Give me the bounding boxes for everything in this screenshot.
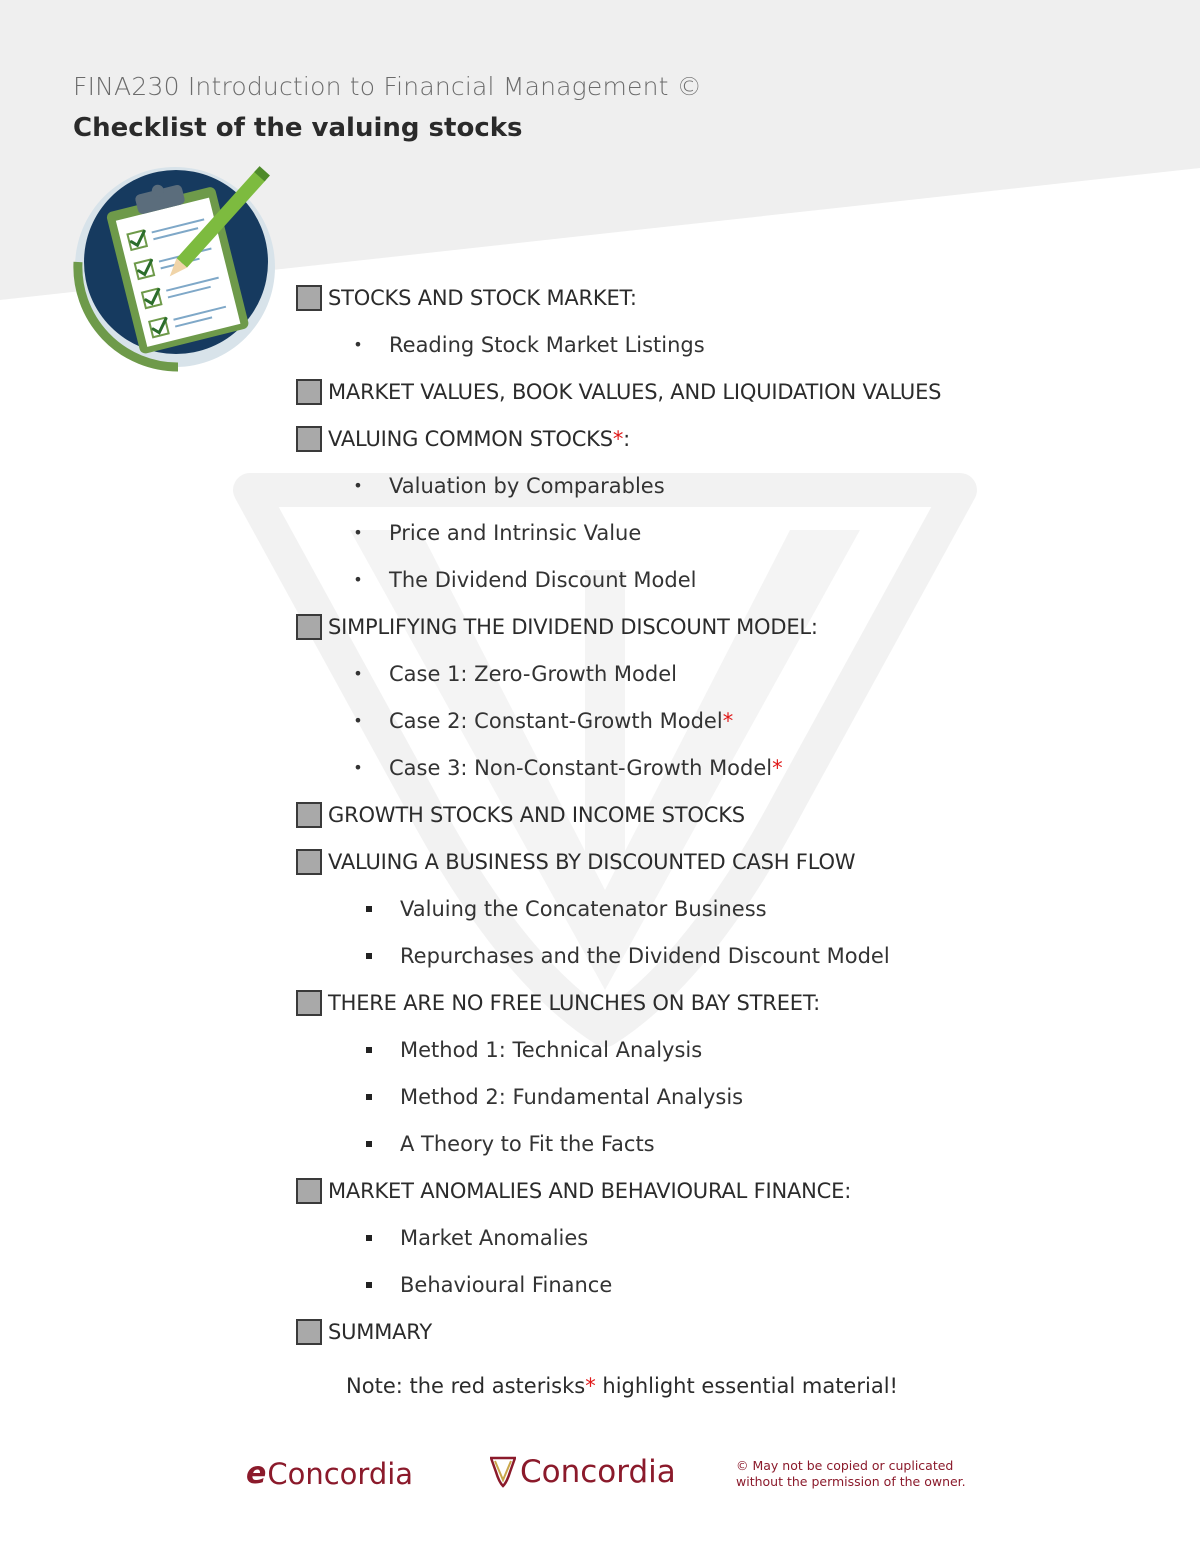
section-label-suffix: :: [623, 426, 631, 451]
checklist-section: [296, 274, 1156, 321]
round-bullet-icon: •: [353, 711, 363, 730]
concordia-wordmark: Concordia: [520, 1454, 676, 1490]
checklist-item: [296, 1026, 1156, 1073]
checklist-section: [296, 791, 1156, 838]
note: [0, 1374, 1200, 1398]
checklist-section: [296, 603, 1156, 650]
copyright-notice: [736, 1458, 966, 1490]
clipboard-checklist-icon: [70, 162, 280, 372]
copyright-line-2: without the permission of the owner.: [736, 1474, 966, 1489]
square-bullet-icon: [364, 1141, 374, 1147]
checklist-section: [296, 1167, 1156, 1214]
section-label: MARKET VALUES, BOOK VALUES, AND LIQUIDATION VALUES: [328, 379, 942, 404]
section-label: MARKET ANOMALIES AND BEHAVIOURAL FINANCE:: [328, 1178, 852, 1203]
item-label: Valuing the Concatenator Business: [400, 896, 767, 921]
checklist-section: [296, 368, 1156, 415]
essential-asterisk: *: [772, 755, 783, 780]
checklist: [296, 274, 1156, 1355]
checkbox-icon[interactable]: [296, 426, 322, 452]
essential-asterisk: *: [722, 708, 734, 733]
section-label: THERE ARE NO FREE LUNCHES ON BAY STREET:: [328, 990, 821, 1015]
section-label: SUMMARY: [328, 1319, 432, 1344]
checklist-section: [296, 838, 1156, 885]
essential-asterisk: *: [612, 426, 624, 451]
square-bullet-icon: [364, 1047, 374, 1053]
checklist-item: [296, 1073, 1156, 1120]
section-label: VALUING A BUSINESS BY DISCOUNTED CASH FLOW: [328, 849, 856, 874]
item-label: Method 1: Technical Analysis: [400, 1037, 703, 1062]
checklist-item: [296, 697, 1156, 744]
item-label: Method 2: Fundamental Analysis: [400, 1084, 744, 1109]
checkbox-icon[interactable]: [296, 990, 322, 1016]
square-bullet-icon: [364, 906, 374, 912]
item-label: Repurchases and the Dividend Discount Model: [400, 943, 890, 968]
checklist-item: [296, 1214, 1156, 1261]
checklist-item: [296, 1261, 1156, 1308]
checkbox-icon[interactable]: [296, 802, 322, 828]
checklist-item: [296, 885, 1156, 932]
square-bullet-icon: [364, 1282, 374, 1288]
checkbox-icon[interactable]: [296, 1319, 322, 1345]
round-bullet-icon: •: [353, 523, 363, 542]
checklist-item: [296, 744, 1156, 791]
page-header: [73, 72, 702, 143]
checklist-item: [296, 932, 1156, 979]
checklist-item: [296, 509, 1156, 556]
checklist-section: [296, 1308, 1156, 1355]
concordia-logo: [490, 1454, 676, 1490]
concordia-shield-icon: [490, 1456, 516, 1488]
document-title: Checklist of the valuing stocks: [73, 113, 523, 143]
checklist-item: [296, 321, 1156, 368]
checklist-item: [296, 556, 1156, 603]
note-text-end: highlight essential material!: [595, 1374, 898, 1398]
round-bullet-icon: •: [353, 476, 363, 495]
checklist-item: [296, 462, 1156, 509]
checklist-section: [296, 415, 1156, 462]
section-label: SIMPLIFYING THE DIVIDEND DISCOUNT MODEL:: [328, 614, 818, 639]
square-bullet-icon: [364, 953, 374, 959]
item-label: Case 3: Non-Constant-Growth Model: [389, 755, 773, 780]
note-asterisk: *: [585, 1374, 596, 1398]
checkbox-icon[interactable]: [296, 285, 322, 311]
round-bullet-icon: •: [353, 570, 363, 589]
footer: [0, 1452, 1200, 1502]
round-bullet-icon: •: [353, 664, 363, 683]
round-bullet-icon: •: [353, 758, 363, 777]
checkbox-icon[interactable]: [296, 379, 322, 405]
item-label: Market Anomalies: [400, 1225, 589, 1250]
round-bullet-icon: •: [353, 335, 363, 354]
item-label: Reading Stock Market Listings: [389, 332, 705, 357]
item-label: Behavioural Finance: [400, 1272, 613, 1297]
item-label: Valuation by Comparables: [389, 473, 665, 498]
section-label: GROWTH STOCKS AND INCOME STOCKS: [328, 802, 745, 827]
econcordia-logo: [246, 1456, 413, 1491]
item-label: Case 2: Constant-Growth Model: [389, 708, 723, 733]
checkbox-icon[interactable]: [296, 614, 322, 640]
section-label: VALUING COMMON STOCKS: [328, 426, 613, 451]
section-label: STOCKS AND STOCK MARKET:: [328, 285, 637, 310]
item-label: Price and Intrinsic Value: [389, 520, 642, 545]
note-text: Note: the red asterisks: [346, 1374, 586, 1398]
checkbox-icon[interactable]: [296, 849, 322, 875]
square-bullet-icon: [364, 1094, 374, 1100]
checkbox-icon[interactable]: [296, 1178, 322, 1204]
item-label: Case 1: Zero-Growth Model: [389, 661, 677, 686]
item-label: A Theory to Fit the Facts: [400, 1131, 655, 1156]
copyright-line-1: © May not be copied or cuplicated: [736, 1458, 954, 1473]
checklist-item: [296, 1120, 1156, 1167]
checklist-section: [296, 979, 1156, 1026]
checklist-item: [296, 650, 1156, 697]
econcordia-e-mark: e: [246, 1456, 267, 1491]
square-bullet-icon: [364, 1235, 374, 1241]
course-title: FINA230 Introduction to Financial Management ©: [73, 72, 702, 101]
econcordia-wordmark: Concordia: [267, 1456, 414, 1491]
item-label: The Dividend Discount Model: [389, 567, 697, 592]
